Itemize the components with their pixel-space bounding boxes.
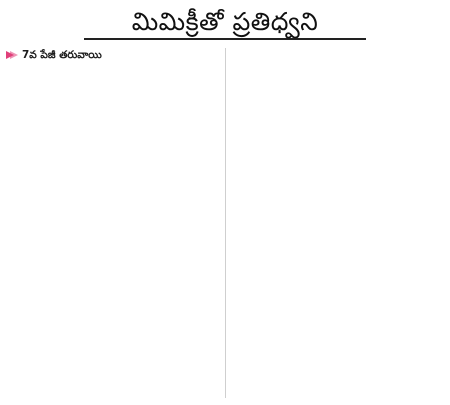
arrow-right-icon (6, 50, 18, 60)
column-left (6, 48, 219, 398)
continued-from-label: 7వ పేజీ తరువాయి (22, 48, 102, 61)
column-divider (225, 48, 226, 398)
article-columns (6, 48, 444, 398)
headline-box (84, 6, 366, 40)
continuation-marker (6, 48, 219, 62)
article-headline: మిమిక్రీతో ప్రతిధ్వని (131, 7, 319, 36)
column-right (231, 48, 444, 398)
